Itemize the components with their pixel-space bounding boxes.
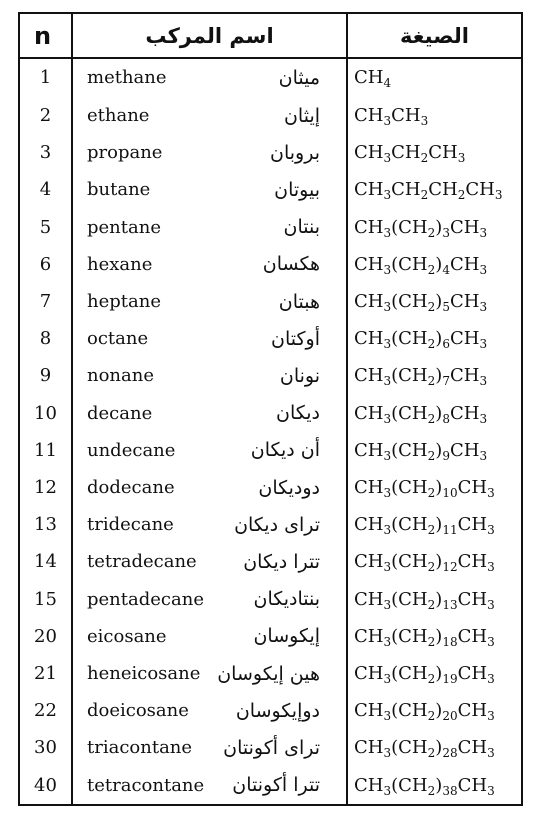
carbon-count: 3 (20, 134, 72, 171)
header-n: n (20, 14, 72, 58)
arabic-name: هكسان (206, 246, 347, 283)
table-row (20, 506, 521, 543)
english-name: tridecane (87, 514, 174, 536)
arabic-name: تراى أكونتان (206, 729, 347, 766)
english-name: pentadecane (87, 588, 204, 610)
carbon-count: 40 (20, 767, 72, 804)
carbon-count: 12 (20, 469, 72, 506)
table-row (20, 283, 521, 320)
carbon-count: 2 (20, 97, 72, 134)
arabic-name: هين إيكوسان (206, 655, 347, 692)
arabic-name: تترا أكونتان (206, 767, 347, 804)
arabic-name: أوكتان (206, 320, 347, 357)
table-row (20, 543, 521, 580)
table-row (20, 692, 521, 729)
chemical-formula: $CH_3(CH_2)_6CH_3$ (354, 328, 488, 352)
english-name: octane (87, 328, 149, 350)
arabic-name: بنتان (206, 209, 347, 246)
carbon-count: 11 (20, 432, 72, 469)
english-name: heptane (87, 291, 161, 313)
table-row (20, 469, 521, 506)
alkanes-table (18, 12, 523, 806)
table-row (20, 432, 521, 469)
carbon-count: 30 (20, 729, 72, 766)
header-compound-name: اسم المركب (72, 14, 347, 58)
carbon-count: 8 (20, 320, 72, 357)
english-name: heneicosane (87, 663, 201, 685)
chemical-formula: $CH_3(CH_2)_{13}CH_3$ (354, 588, 495, 612)
arabic-name: إيثان (206, 97, 347, 134)
english-name: butane (87, 179, 151, 201)
english-name: nonane (87, 365, 154, 387)
chemical-formula: $CH_3(CH_2)_8CH_3$ (354, 402, 488, 426)
alkanes-table-grid (20, 14, 521, 804)
carbon-count: 7 (20, 283, 72, 320)
arabic-name: بيوتان (206, 171, 347, 208)
table-row (20, 581, 521, 618)
english-name: propane (87, 142, 163, 164)
arabic-name: نونان (206, 357, 347, 394)
table-row (20, 767, 521, 804)
table-row (20, 729, 521, 766)
chemical-formula: $CH_3CH_3$ (354, 105, 429, 128)
english-name: undecane (87, 439, 176, 461)
chemical-formula: $CH_3(CH_2)_{28}CH_3$ (354, 737, 495, 761)
chemical-formula: $CH_3(CH_2)_7CH_3$ (354, 365, 488, 389)
chemical-formula: $CH_3(CH_2)_{19}CH_3$ (354, 663, 495, 687)
carbon-count: 21 (20, 655, 72, 692)
header-row (20, 14, 521, 58)
chemical-formula: $CH_3(CH_2)_{11}CH_3$ (354, 514, 495, 538)
arabic-name: دوديكان (206, 469, 347, 506)
chemical-formula: $CH_3(CH_2)_4CH_3$ (354, 253, 488, 277)
english-name: pentane (87, 216, 161, 238)
english-name: eicosane (87, 625, 167, 647)
carbon-count: 20 (20, 618, 72, 655)
table-row (20, 134, 521, 171)
carbon-count: 1 (20, 58, 72, 97)
chemical-formula: $CH_3(CH_2)_{12}CH_3$ (354, 551, 495, 575)
english-name: hexane (87, 253, 153, 275)
carbon-count: 4 (20, 171, 72, 208)
chemical-formula: $CH_4$ (354, 67, 392, 91)
carbon-count: 15 (20, 581, 72, 618)
english-name: methane (87, 67, 167, 89)
chemical-formula: $CH_3(CH_2)_9CH_3$ (354, 439, 488, 463)
arabic-name: بروبان (206, 134, 347, 171)
table-row (20, 618, 521, 655)
english-name: dodecane (87, 477, 175, 499)
table-body (20, 58, 521, 804)
english-name: triacontane (87, 737, 193, 759)
table-row (20, 655, 521, 692)
chemical-formula: $CH_3(CH_2)_{10}CH_3$ (354, 477, 495, 501)
arabic-name: تترا ديكان (206, 543, 347, 580)
carbon-count: 5 (20, 209, 72, 246)
table-row (20, 97, 521, 134)
english-name: tetradecane (87, 551, 197, 573)
table-row (20, 209, 521, 246)
table-row (20, 246, 521, 283)
arabic-name: دوإيكوسان (206, 692, 347, 729)
header-formula: الصيغة (347, 14, 521, 58)
carbon-count: 13 (20, 506, 72, 543)
carbon-count: 14 (20, 543, 72, 580)
arabic-name: ميثان (206, 58, 347, 97)
carbon-count: 9 (20, 357, 72, 394)
table-row (20, 320, 521, 357)
arabic-name: ديكان (206, 395, 347, 432)
chemical-formula: $CH_3(CH_2)_{20}CH_3$ (354, 700, 495, 724)
arabic-name: أن ديكان (206, 432, 347, 469)
arabic-name: هبتان (206, 283, 347, 320)
chemical-formula: $CH_3CH_2CH_3$ (354, 142, 466, 166)
carbon-count: 6 (20, 246, 72, 283)
english-name: ethane (87, 105, 150, 126)
table-row (20, 58, 521, 97)
table-row (20, 171, 521, 208)
arabic-name: إيكوسان (206, 618, 347, 655)
table-row (20, 395, 521, 432)
chemical-formula: $CH_3(CH_2)_5CH_3$ (354, 291, 488, 315)
english-name: tetracontane (87, 774, 205, 796)
table-row (20, 357, 521, 394)
chemical-formula: $CH_3(CH_2)_{38}CH_3$ (354, 774, 495, 798)
chemical-formula: $CH_3(CH_2)_{18}CH_3$ (354, 625, 495, 649)
english-name: doeicosane (87, 700, 189, 722)
arabic-name: تراى ديكان (206, 506, 347, 543)
carbon-count: 10 (20, 395, 72, 432)
arabic-name: بنتاديكان (206, 581, 347, 618)
carbon-count: 22 (20, 692, 72, 729)
chemical-formula: $CH_3CH_2CH_2CH_3$ (354, 179, 503, 203)
chemical-formula: $CH_3(CH_2)_3CH_3$ (354, 216, 488, 240)
english-name: decane (87, 402, 153, 424)
